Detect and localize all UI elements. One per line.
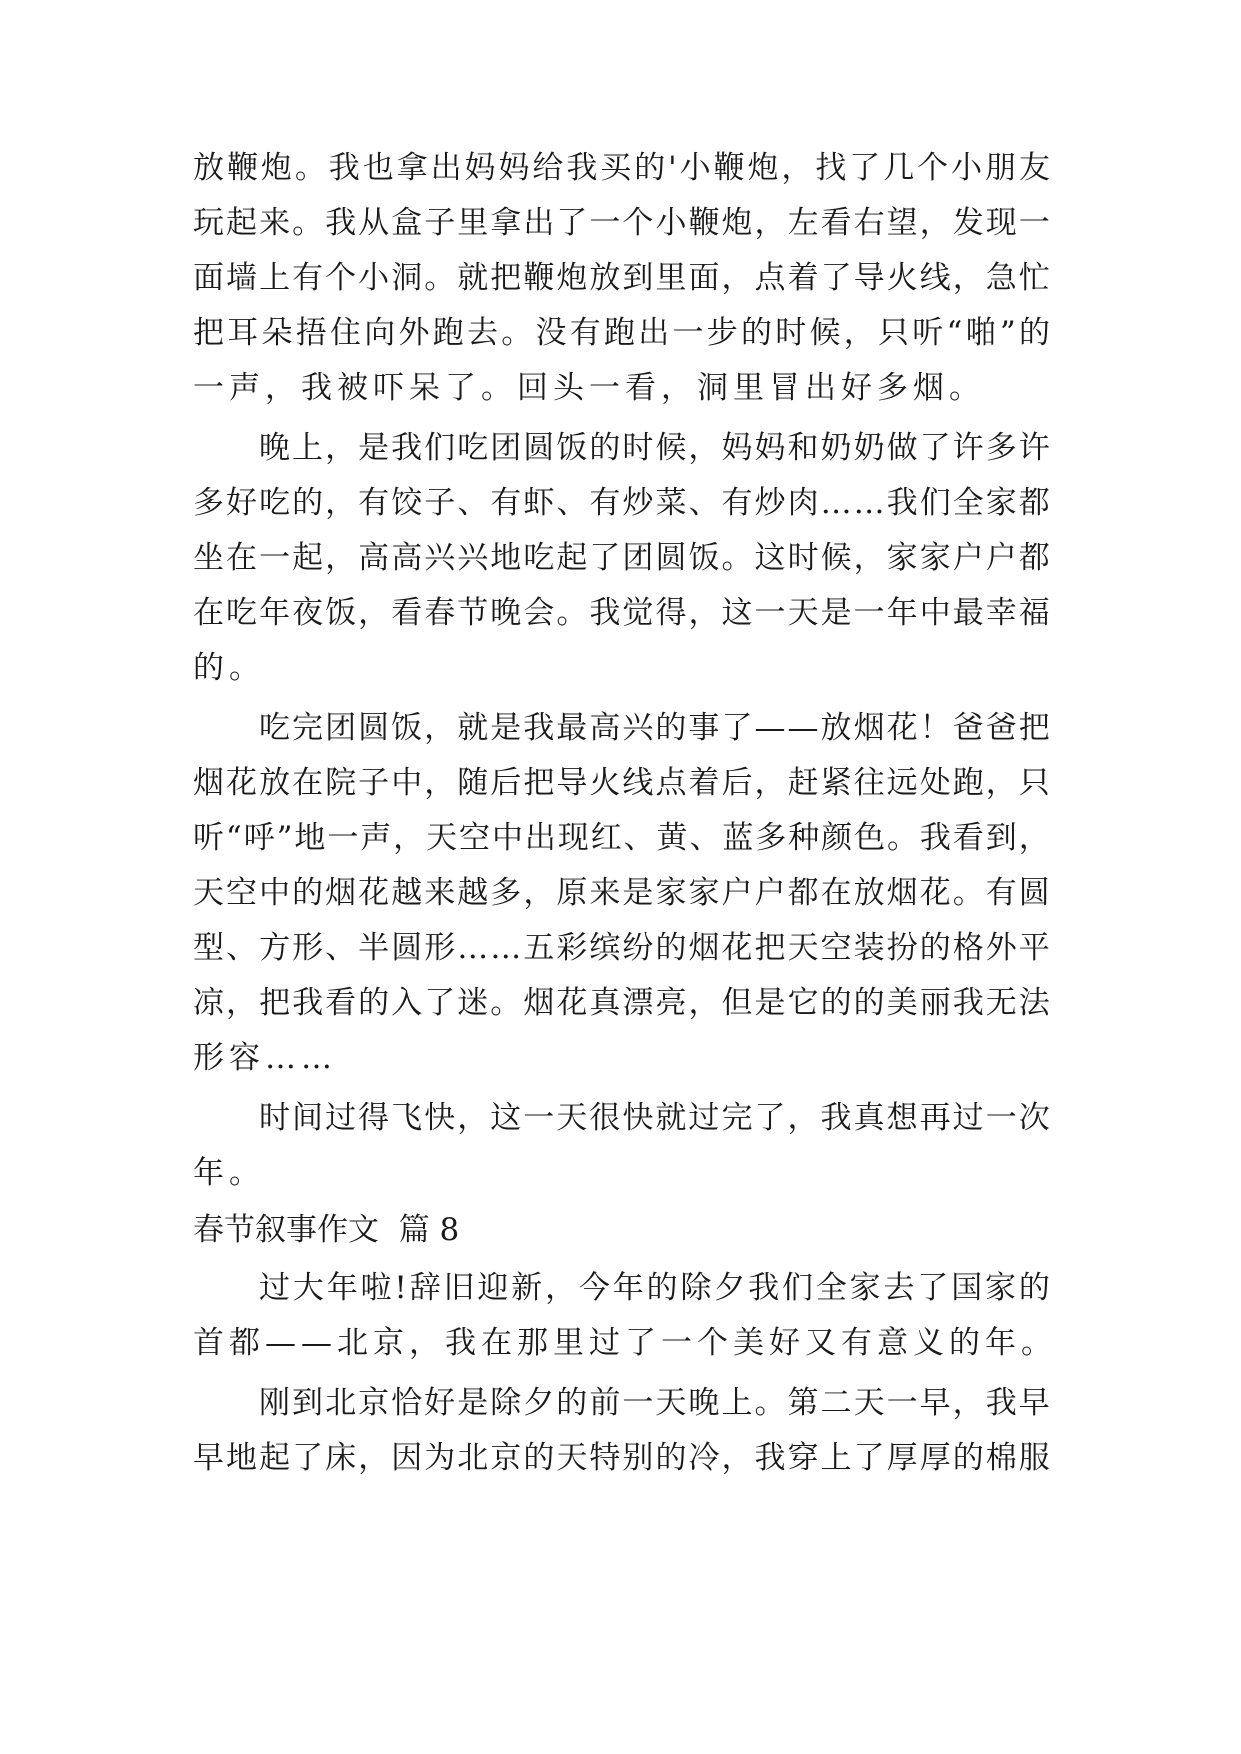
paragraph-start-line: 过 大 年 啦 ! 辞 旧 迎 新 ， 今 年 的 除 夕 我 们 全 家 去 了 国 家 的 [259, 1270, 1050, 1306]
text-line: 把 耳 朵 捂 住 向 外 跑 去 。 没 有 跑 出 一 步 的 时 候 ， 只 听 “ 啪 ” 的 [193, 315, 1050, 351]
paragraph-start-line: 刚 到 北 京 恰 好 是 除 夕 的 前 一 天 晚 上 。 第 二 天 一 早 ， 我 早 [259, 1385, 1050, 1421]
text-line: 年。 [193, 1155, 265, 1191]
text-line: 坐 在 一 起 ， 高 高 兴 兴 地 吃 起 了 团 圆 饭 。 这 时 候 ， 家 家 户 户 都 [193, 540, 1050, 576]
text-line: 在 吃 年 夜 饭 ， 看 春 节 晚 会 。 我 觉 得 ， 这 一 天 是 一 年 中 最 幸 福 [193, 595, 1050, 631]
text-line: 的。 [193, 650, 265, 686]
text-line: 多 好 吃 的 ， 有 饺 子 、 有 虾 、 有 炒 菜 、 有 炒 肉 … … 我 们 全 家 都 [193, 485, 1050, 521]
text-line: 早 地 起 了 床 ， 因 为 北 京 的 天 特 别 的 冷 ， 我 穿 上 了 厚 厚 的 棉 服 [193, 1440, 1050, 1476]
text-line: 烟 花 放 在 院 子 中 ， 随 后 把 导 火 线 点 着 后 ， 赶 紧 往 远 处 跑 ， 只 [193, 765, 1050, 801]
paragraph-start-line: 晚 上 ， 是 我 们 吃 团 圆 饭 的 时 候 ， 妈 妈 和 奶 奶 做 了 许 多 许 [259, 430, 1050, 466]
text-line: 凉 ， 把 我 看 的 入 了 迷 。 烟 花 真 漂 亮 ， 但 是 它 的 的 美 丽 我 无 法 [193, 985, 1050, 1021]
text-line: 形容…… [193, 1040, 337, 1076]
section-heading: 春节叙事作文 篇 8 [193, 1212, 460, 1248]
text-line: 玩 起 来 。 我 从 盒 子 里 拿 出 了 一 个 小 鞭 炮 ， 左 看 右 望 ， 发 现 一 [193, 205, 1050, 241]
text-line: 型 、 方 形 、 半 圆 形 … … 五 彩 缤 纷 的 烟 花 把 天 空 装 扮 的 格 外 平 [193, 930, 1050, 966]
paragraph-start-line: 吃 完 团 圆 饭 ， 就 是 我 最 高 兴 的 事 了 — — 放 烟 花 ！ 爸 爸 把 [259, 710, 1050, 746]
text-line: 一声，我被吓呆了。回头一看，洞里冒出好多烟。 [193, 370, 985, 406]
text-line: 面 墙 上 有 个 小 洞 。 就 把 鞭 炮 放 到 里 面 ， 点 着 了 导 火 线 ， 急 忙 [193, 260, 1050, 296]
text-line: 天 空 中 的 烟 花 越 来 越 多 ， 原 来 是 家 家 户 户 都 在 放 烟 花 。 有 圆 [193, 875, 1050, 911]
text-line: 听 “ 呼 ” 地 一 声 ， 天 空 中 出 现 红 、 黄 、 蓝 多 种 颜 色 。 我 看 到 ， [193, 820, 1050, 856]
paragraph-start-line: 时 间 过 得 飞 快 ， 这 一 天 很 快 就 过 完 了 ， 我 真 想 再 过 一 次 [259, 1100, 1050, 1136]
text-line: 放 鞭 炮 。 我 也 拿 出 妈 妈 给 我 买 的 ' 小 鞭 炮 ， 找 了 几 个 小 朋 友 [193, 150, 1050, 186]
text-line: 首都——北京，我在那里过了一个美好又有意义的年。 [193, 1325, 1057, 1361]
